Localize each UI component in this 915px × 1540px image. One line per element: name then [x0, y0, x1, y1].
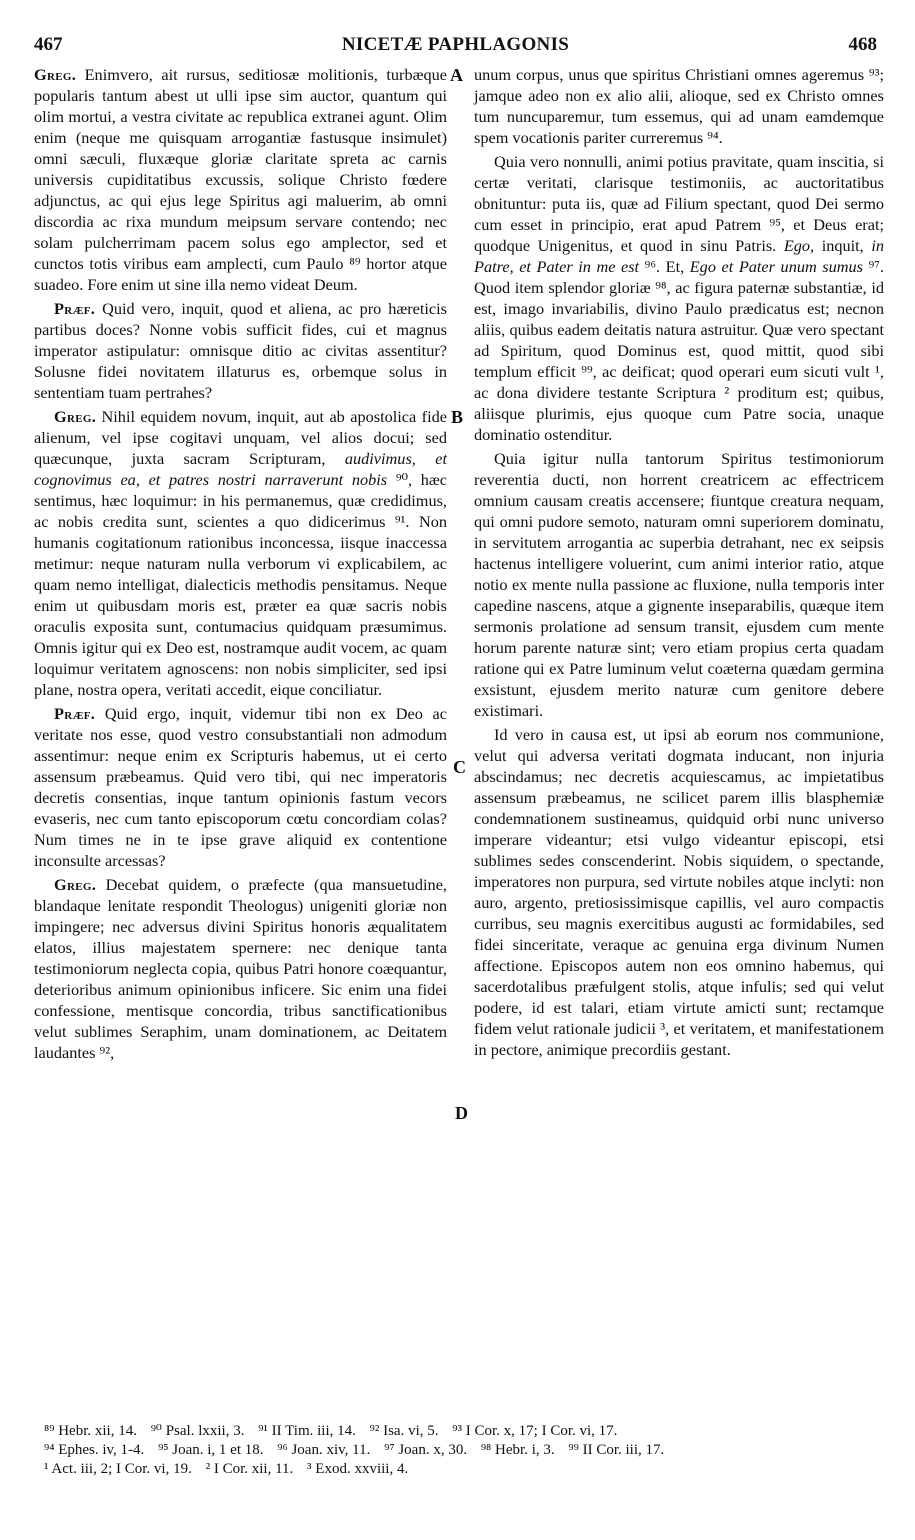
footnote: ⁹¹ II Tim. iii, 14. — [258, 1423, 356, 1439]
footnote: ⁹³ I Cor. x, 17; I Cor. vi, 17. — [452, 1423, 618, 1439]
speaker-label: Præf. — [54, 704, 96, 723]
footnote: ⁹⁸ Hebr. i, 3. — [480, 1442, 555, 1458]
paragraph-text: ⁹⁷. Quod item splendor gloriæ ⁹⁸, ac figura paternæ substantiæ, id est, imago invariabilis, divino Paulo prædicatus est; necnon aliis, quibus eadem deitatis natura astruitur. Quæ vero spectant ad Spiritum, quod Dominus est, quod mittit, quod sibi templum efficit ⁹⁹, ac deificat; quod operari eum sicuti vult ¹, ac dona dividere testante Scriptura ² proditum est; quibus, aliisque plurimis, ejus quoque cum Patre socia, unaque dominatio ostenditur. — [474, 257, 884, 444]
paragraph — [34, 64, 447, 295]
paragraph — [474, 448, 884, 721]
paragraph-text: unum corpus, unus que spiritus Christiani omnes ageremus ⁹³; jamque adeo non ex alio alii, alioque, sed ex Christo omnes tum nuncuparemur, tum essemus, qui ad unam eamdemque spem vocationis pariter curreremus ⁹⁴. — [474, 65, 884, 147]
paragraph-text: Enimvero, ait rursus, seditiosæ molitionis, turbæque popularis tantum abest ut ulli ipse sim auctor, quantum qui olim mortui, a vestra civitate ac republica extranei agunt. Olim enim (neque me quisquam arrogantiæ fastusque insimulet) omni sæculi, fluxæque gloriæ claritate spreta ac carnis universis cupiditatibus excussis, solique Christo fœdere adjunctus, ac qui ejus lege Spiritus agi maluerim, ab omni discordia ac rixa mundum meipsum servare contendo; nec solam pulcherrimam pacem solus ego amplector, sed et cunctos totis viribus eam amplecti, cum Paulo ⁸⁹ hortor atque suadeo. Fore enim ut sine illa nemo videat Deum. — [34, 65, 447, 294]
footnote: ⁹⁷ Joan. x, 30. — [384, 1442, 468, 1458]
footnote: ⁹² Isa. vi, 5. — [369, 1423, 439, 1439]
speaker-label: Præf. — [54, 299, 96, 318]
paragraph-text: Quid ergo, inquit, videmur tibi non ex Deo ac veritate nos esse, quod vestro consubstantiali non admodum assentimur: neque enim ex Scripturis habemus, ut ei certo assensum præbeamus. Quid vero tibi, qui nec imperatoris decretis consentias, inque tantum opinionis fastum vecors evaseris, nec cum tanto episcoporum cœtu concordiam colas? Num times ne in te ipse grave aliquid ex contentione inconsulte arcessas? — [34, 704, 447, 870]
paragraph-text: ⁹⁰, hæc sentimus, hæc loquimur: in his permanemus, quæ credidimus, ac nobis credita sunt, scientes a quo didicerimus ⁹¹. Non humanis cogitationum rationibus inconcessa, iisque inaccessa metimur: neque naturam nulla verborum vi explicabilem, ac quam nemo intelligat, dialecticis methodis pensitamus. Neque enim ut quibusdam moris est, præter ea quæ sacris nobis oraculis exposita sunt, contumacius quidquam præsumimus. Omnis igitur qui ex Deo est, nostramque audit vocem, ac quam loquimur veritatem agnoscens: non nobis simpliciter, sed ipsi plane, nostra opera, veritati accedit, eique conciliatur. — [34, 470, 448, 699]
speaker-label: Greg. — [54, 875, 97, 894]
paragraph-text: inquit, — [814, 236, 872, 255]
section-marker-d: D — [455, 1103, 468, 1123]
footnote: ⁹⁰ Psal. lxxii, 3. — [150, 1423, 245, 1439]
footnote: ⁸⁹ Hebr. xii, 14. — [44, 1423, 137, 1439]
section-marker-c: C — [453, 757, 466, 777]
footnote-line — [44, 1441, 894, 1460]
footnote: ² I Cor. xii, 11. — [205, 1461, 294, 1477]
paragraph — [474, 724, 884, 1060]
paragraph-text: Quia vero nonnulli, animi potius pravitate, quam inscitia, si certæ veritati, clarisque testimoniis, ac auctoritatibus obnituntur: puta iis, quæ ad Filium spectant, quod Dei sermo cum esset in principio, erat apud Patrem ⁹⁵, et Deus erat; quodque Unigenitus, et quod in sinu Patris. — [474, 152, 884, 255]
paragraph — [34, 874, 447, 1063]
paragraph-text: Id vero in causa est, ut ipsi ab eorum nos communione, velut qui adversa veritati dogmata inducant, non injuria abscindamus; nec decretis acquiescamus, ac impietatibus assensum præbeamus, ne scilicet parem illis blasphemiæ condemnationem sustineamus, quidquid orbi nunc universo imperare videantur; etsi vulgo videantur episcopi, etsi sublimes sedes conscenderint. Nobis siquidem, o spectande, imperatores non purpura, sed virtute nobiles atque inclyti: non auro, argento, pretiosissimisque capillis, vel auro compactis curribus, seu magnis exercitibus augusti ac formidabiles, sed fidei sinceritate, veraque ac genuina erga divinum Numen affectione. Episcopos autem non eos omnino habemus, qui sacerdotalibus præfulgent stolis, atque infulis; sed qui velut podere, id est talari, etiam virtute amicti sunt; rectamque fidem velut rationale judicii ³, et veritatem, et manifestationem in pectore, animique precordiis gestant. — [474, 725, 884, 1059]
speaker-label: Greg. — [54, 407, 97, 426]
section-marker-a: A — [450, 65, 463, 85]
paragraph — [34, 298, 447, 403]
page-number-left: 467 — [34, 34, 63, 55]
scripture-quote: audivimus, et cognovimus ea, et patres nostri narraverunt nobis — [34, 449, 447, 489]
paragraph — [474, 64, 884, 148]
paragraph — [34, 703, 447, 871]
paragraph-text: Nihil equidem novum, inquit, aut ab apostolica fide alienum, vel ipse cogitavi unquam, vel alios docui; sed quæcunque, juxta sacram Scripturam, — [34, 407, 447, 468]
footnote-line — [44, 1422, 894, 1441]
paragraph-text: Decebat quidem, o præfecte (qua mansuetudine, blandaque lenitate respondit Theologus) unigeniti gloriæ non impingere; nec adversus divini Spiritus honoris æqualitatem elatos, illius majestatem spernere: nec denique tanta testimoniorum neglecta copia, quibus Patri honore coæquantur, deterioribus animum opinionibus inficere. Sic enim una fidei confessione, mentisque concordia, tribus sanctificationibus velut sublimes Seraphim, unam dominationem, ac Deitatem laudantes ⁹², — [34, 875, 447, 1062]
paragraph-text: Quia igitur nulla tantorum Spiritus testimoniorum reverentia ducti, non horrent creatricem ac effectricem omnium causam creatis accensere; fiuntque creatura nequam, qui omni pudore semoto, naturam omni superiorem dominatu, in servitutem arrogantia ac superbia detrahant, nec ex seipsis hactenus intelligere voluerint, cum animi interior ratio, atque notio ex mente nulla passione ac fluxione, nulla temporis inter capedine nascens, atque a gignente inseparabilis, quæque item sermonis prolatione ad sensum transit, ejusdem cum mente horum parente naturæ sint; vero etiam propius certa quadam ratione qui ex Patre luminum velut coæterna quædam germina exsistunt, ejusdem merito naturæ cum genitore debere existimari. — [474, 449, 884, 720]
footnote: ⁹⁶ Joan. xiv, 11. — [277, 1442, 371, 1458]
paragraph — [474, 151, 884, 445]
paragraph-text: ⁹⁶. Et, — [639, 257, 690, 276]
running-header — [34, 34, 877, 60]
scripture-quote: in Patre, et Pater in me est — [474, 236, 884, 276]
left-column — [34, 64, 447, 1066]
footnote-line — [44, 1460, 894, 1479]
footnote: ⁹⁴ Ephes. iv, 1-4. — [44, 1442, 145, 1458]
right-column — [474, 64, 884, 1063]
footnotes — [44, 1422, 894, 1479]
paragraph-text: Quid vero, inquit, quod et aliena, ac pro hæreticis partibus doces? Nonne vobis sufficit fides, cui et magnus imperator astipulatur: omnisque ditio ac civitas assentitur? Solusne fidei novitatem illaturus es, orbemque solus in sententiam tuam pertrahes? — [34, 299, 447, 402]
scripture-quote: Ego, — [783, 236, 815, 255]
footnote: ³ Exod. xxviii, 4. — [307, 1461, 409, 1477]
running-title: NICETÆ PAPHLAGONIS — [341, 34, 570, 55]
footnote: ⁹⁹ II Cor. iii, 17. — [568, 1442, 665, 1458]
speaker-label: Greg. — [34, 65, 77, 84]
footnote: ¹ Act. iii, 2; I Cor. vi, 19. — [44, 1461, 192, 1477]
scripture-quote: Ego et Pater unum sumus — [689, 257, 864, 276]
footnote: ⁹⁵ Joan. i, 1 et 18. — [158, 1442, 264, 1458]
page-number-right: 468 — [848, 34, 877, 55]
paragraph — [34, 406, 447, 700]
section-marker-b: B — [451, 407, 464, 427]
